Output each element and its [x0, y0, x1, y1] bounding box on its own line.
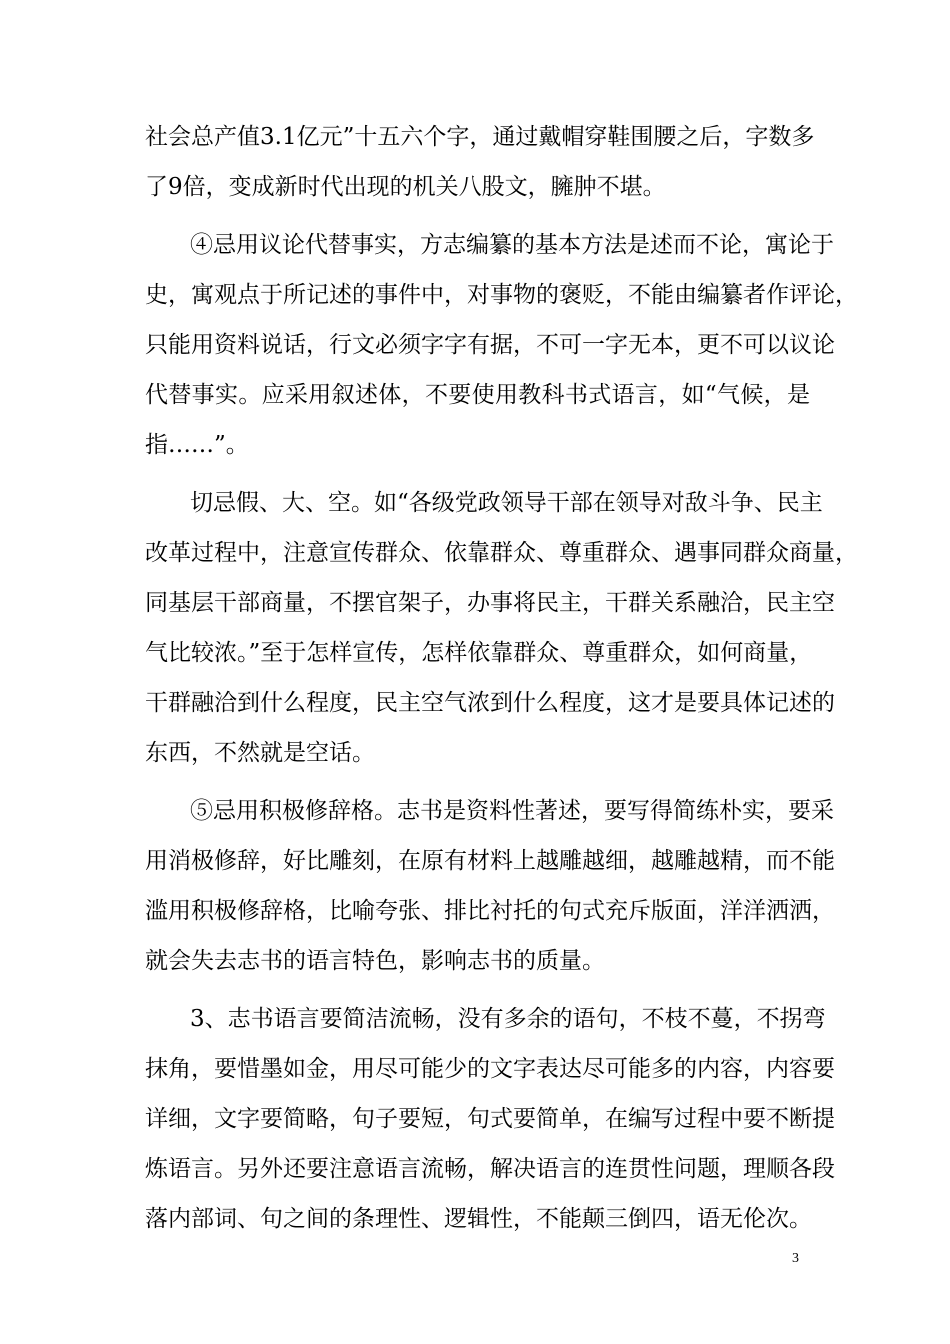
text-line: 3、志书语言要简洁流畅，没有多余的语句，不枝不蔓，不拐弯: [190, 1006, 826, 1032]
text-line: 落内部词、句之间的条理性、逻辑性，不能颠三倒四，语无伦次。: [145, 1206, 812, 1232]
text-line: 同基层干部商量，不摆官架子，办事将民主，干群关系融洽，民主空: [145, 590, 835, 616]
text-line: 只能用资料说话，行文必须字字有据，不可一字无本，更不可以议论: [145, 332, 835, 358]
text-line: ⑤忌用积极修辞格。志书是资料性著述，要写得简练朴实，要采: [190, 798, 834, 824]
text-line: ④忌用议论代替事实，方志编纂的基本方法是述而不论，寓论于: [190, 232, 834, 258]
text-line: 滥用积极修辞格，比喻夸张、排比衬托的句式充斥版面，洋洋洒洒，: [145, 898, 835, 924]
text-line: 社会总产值3.1亿元”十五六个字，通过戴帽穿鞋围腰之后，字数多: [145, 124, 815, 150]
text-line: 切忌假、大、空。如“各级党政领导干部在领导对敌斗争、民主: [190, 490, 823, 516]
text-line: 详细，文字要简略，句子要短，句式要简单，在编写过程中要不断提: [145, 1106, 835, 1132]
text-line: 改革过程中，注意宣传群众、依靠群众、尊重群众、遇事同群众商量，: [145, 540, 858, 566]
text-line: 就会失去志书的语言特色，影响志书的质量。: [145, 948, 605, 974]
text-line: 代替事实。应采用叙述体，不要使用教科书式语言，如“气候，是: [145, 382, 810, 408]
text-line: 指……”。: [145, 432, 249, 458]
text-line: 东西，不然就是空话。: [145, 740, 375, 766]
text-line: 用消极修辞，好比雕刻，在原有材料上越雕越细，越雕越精，而不能: [145, 848, 835, 874]
text-line: 史，寓观点于所记述的事件中，对事物的褒贬，不能由编纂者作评论，: [145, 282, 858, 308]
text-line: 气比较浓。”至于怎样宣传，怎样依靠群众、尊重群众，如何商量，: [145, 640, 813, 666]
text-line: 了9倍，变成新时代出现的机关八股文，臃肿不堪。: [145, 174, 666, 200]
page-number: 3: [792, 1251, 799, 1266]
text-line: 抹角，要惜墨如金，用尽可能少的文字表达尽可能多的内容，内容要: [145, 1056, 835, 1082]
text-line: 炼语言。另外还要注意语言流畅，解决语言的连贯性问题，理顺各段: [145, 1156, 835, 1182]
text-line: 干群融洽到什么程度，民主空气浓到什么程度，这才是要具体记述的: [145, 690, 835, 716]
